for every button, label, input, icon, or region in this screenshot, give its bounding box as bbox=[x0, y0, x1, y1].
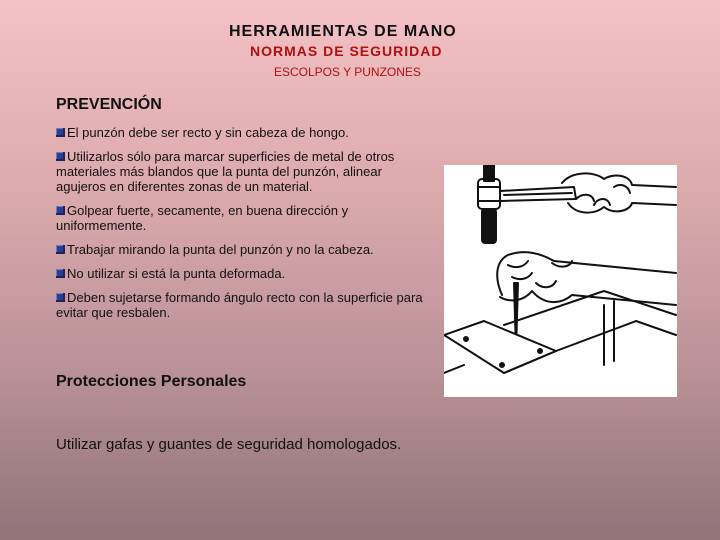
list-item: El punzón debe ser recto y sin cabeza de hongo. bbox=[56, 125, 428, 140]
square-bullet-icon bbox=[56, 128, 65, 137]
hammer-punch-illustration bbox=[444, 165, 677, 397]
square-bullet-icon bbox=[56, 206, 65, 215]
protection-text: Utilizar gafas y guantes de seguridad homologados. bbox=[56, 436, 402, 453]
list-item: No utilizar si está la punta deformada. bbox=[56, 266, 428, 281]
square-bullet-icon bbox=[56, 269, 65, 278]
list-item: Utilizarlos sólo para marcar superficies de metal de otros materiales más blandos que la punta del punzón, alinear agujeros en diferentes zonas de un material. bbox=[56, 149, 395, 194]
square-bullet-icon bbox=[56, 293, 65, 302]
page-title: HERRAMIENTAS DE MANO bbox=[229, 23, 457, 40]
hammer-punch-hands-icon bbox=[444, 165, 677, 397]
list-item: Golpear fuerte, secamente, en buena dirección y uniformemente. bbox=[56, 203, 349, 233]
list-item: Trabajar mirando la punta del punzón y no la cabeza. bbox=[56, 242, 428, 257]
prevention-list bbox=[56, 125, 428, 329]
section-title: ESCOLPOS Y PUNZONES bbox=[274, 65, 421, 79]
square-bullet-icon bbox=[56, 152, 65, 161]
prevention-heading: PREVENCIÓN bbox=[56, 96, 162, 113]
protection-heading: Protecciones Personales bbox=[56, 373, 247, 390]
list-item: Deben sujetarse formando ángulo recto con la superficie para evitar que resbalen. bbox=[56, 290, 423, 320]
square-bullet-icon bbox=[56, 245, 65, 254]
page-subtitle: NORMAS DE SEGURIDAD bbox=[250, 43, 443, 59]
